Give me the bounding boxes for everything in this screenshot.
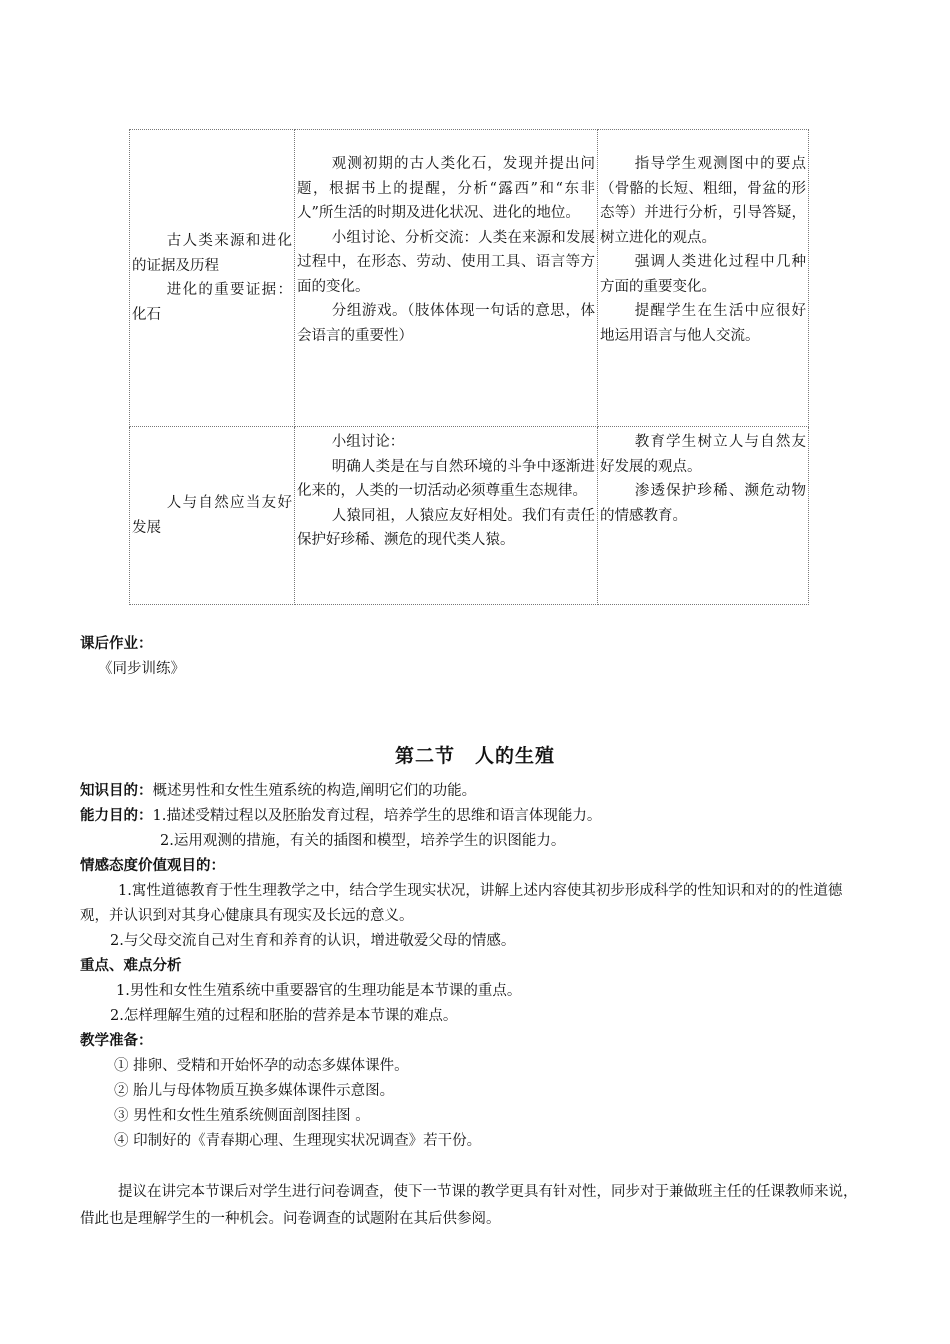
student-activity-text: 分组游戏。（肢体体现一句话的意思，体会语言的重要性） bbox=[297, 303, 595, 344]
teacher-activity-text: 强调人类进化过程中几种方面的重要变化。 bbox=[600, 254, 806, 295]
homework-label: 课后作业： bbox=[80, 636, 153, 652]
teacher-activity-text: 渗透保护珍稀、濒危动物的情感教育。 bbox=[600, 483, 806, 524]
student-activity-text: 小组讨论、分析交流：人类在来源和发展过程中，在形态、劳动、使用工具、语言等方面的变化。 bbox=[297, 229, 595, 295]
teacher-activity-cell bbox=[598, 427, 809, 605]
student-activity-text: 明确人类是在与自然环境的斗争中逐渐进化来的，人类的一切活动必须尊重生态规律。 bbox=[297, 458, 595, 499]
topic-cell bbox=[130, 427, 295, 605]
prep-label: 教学准备： bbox=[80, 1033, 153, 1049]
teacher-activity-text: 教育学生树立人与自然友好发展的观点。 bbox=[600, 434, 806, 475]
topic-text: 人与自然应当友好发展 bbox=[132, 495, 292, 536]
table-row bbox=[130, 427, 809, 605]
prep-item-1: ① 排卵、受精和开始怀孕的动态多媒体课件。 bbox=[114, 1058, 409, 1074]
teacher-activity-cell bbox=[598, 130, 809, 427]
student-activity-cell bbox=[295, 130, 598, 427]
prep-item-4: ④ 印制好的《青春期心理、生理现实状况调查》若干份。 bbox=[114, 1133, 482, 1149]
teacher-activity-text: 指导学生观测图中的要点（骨骼的长短、粗细，骨盆的形态等）并进行分析，引导答疑，树立进化的观点。 bbox=[600, 156, 806, 246]
teacher-activity-text: 提醒学生在生活中应很好地运用语言与他人交流。 bbox=[600, 303, 806, 344]
student-activity-cell bbox=[295, 427, 598, 605]
ability-item-2: 2.运用观测的措施，有关的插图和模型，培养学生的识图能力。 bbox=[160, 833, 566, 849]
keypoints-item-1: 1.男性和女性生殖系统中重要器官的生理功能是本节课的重点。 bbox=[116, 983, 522, 999]
knowledge-objective bbox=[80, 779, 870, 804]
student-activity-text: 小组讨论： bbox=[331, 434, 405, 450]
table-row bbox=[130, 130, 809, 427]
section-title: 第二节 人的生殖 bbox=[394, 745, 555, 767]
emotion-label: 情感态度价值观目的： bbox=[80, 858, 225, 874]
ability-label: 能力目的： bbox=[80, 808, 153, 824]
teaching-note: 提议在讲完本节课后对学生进行问卷调查，使下一节课的教学更具有针对性，同步对于兼做班主任的任课教师来说，借此也是理解学生的一种机会。问卷调查的试题附在其后供参阅。 bbox=[80, 1184, 858, 1227]
knowledge-text: 概述男性和女性生殖系统的构造,阐明它们的功能。 bbox=[152, 783, 477, 799]
knowledge-label: 知识目的： bbox=[80, 783, 153, 799]
emotion-item-2: 2.与父母交流自己对生育和养育的认识，增进敬爱父母的情感。 bbox=[110, 933, 516, 949]
student-activity-text: 观测初期的古人类化石，发现并提出问题，根据书上的提醒，分析“露西”和“东非人”所生活的时期及进化状况、进化的地位。 bbox=[297, 156, 595, 221]
keypoints-label: 重点、难点分析 bbox=[80, 958, 182, 974]
ability-objective bbox=[80, 804, 870, 829]
keypoints-item-2: 2.怎样理解生殖的过程和胚胎的营养是本节课的难点。 bbox=[110, 1008, 458, 1024]
emotion-item-1: 1.寓性道德教育于性生理教学之中，结合学生现实状况，讲解上述内容使其初步形成科学的性知识和对的的性道德观，并认识到对其身心健康具有现实及长远的意义。 bbox=[80, 883, 843, 924]
homework-text: 《同步训练》 bbox=[98, 661, 185, 677]
prep-item-3: ③ 男性和女性生殖系统侧面剖图挂图 。 bbox=[114, 1108, 370, 1124]
topic-text: 古人类来源和进化的证据及历程 bbox=[132, 233, 292, 274]
topic-cell bbox=[130, 130, 295, 427]
prep-item-2: ② 胎儿与母体物质互换多媒体课件示意图。 bbox=[114, 1083, 395, 1099]
student-activity-text: 人猿同祖，人猿应友好相处。我们有责任保护好珍稀、濒危的现代类人猿。 bbox=[297, 507, 595, 548]
ability-item-1: 1.描述受精过程以及胚胎发育过程，培养学生的思维和语言体现能力。 bbox=[152, 808, 602, 824]
lesson-table bbox=[129, 129, 809, 605]
topic-text: 进化的重要证据：化石 bbox=[132, 282, 292, 323]
